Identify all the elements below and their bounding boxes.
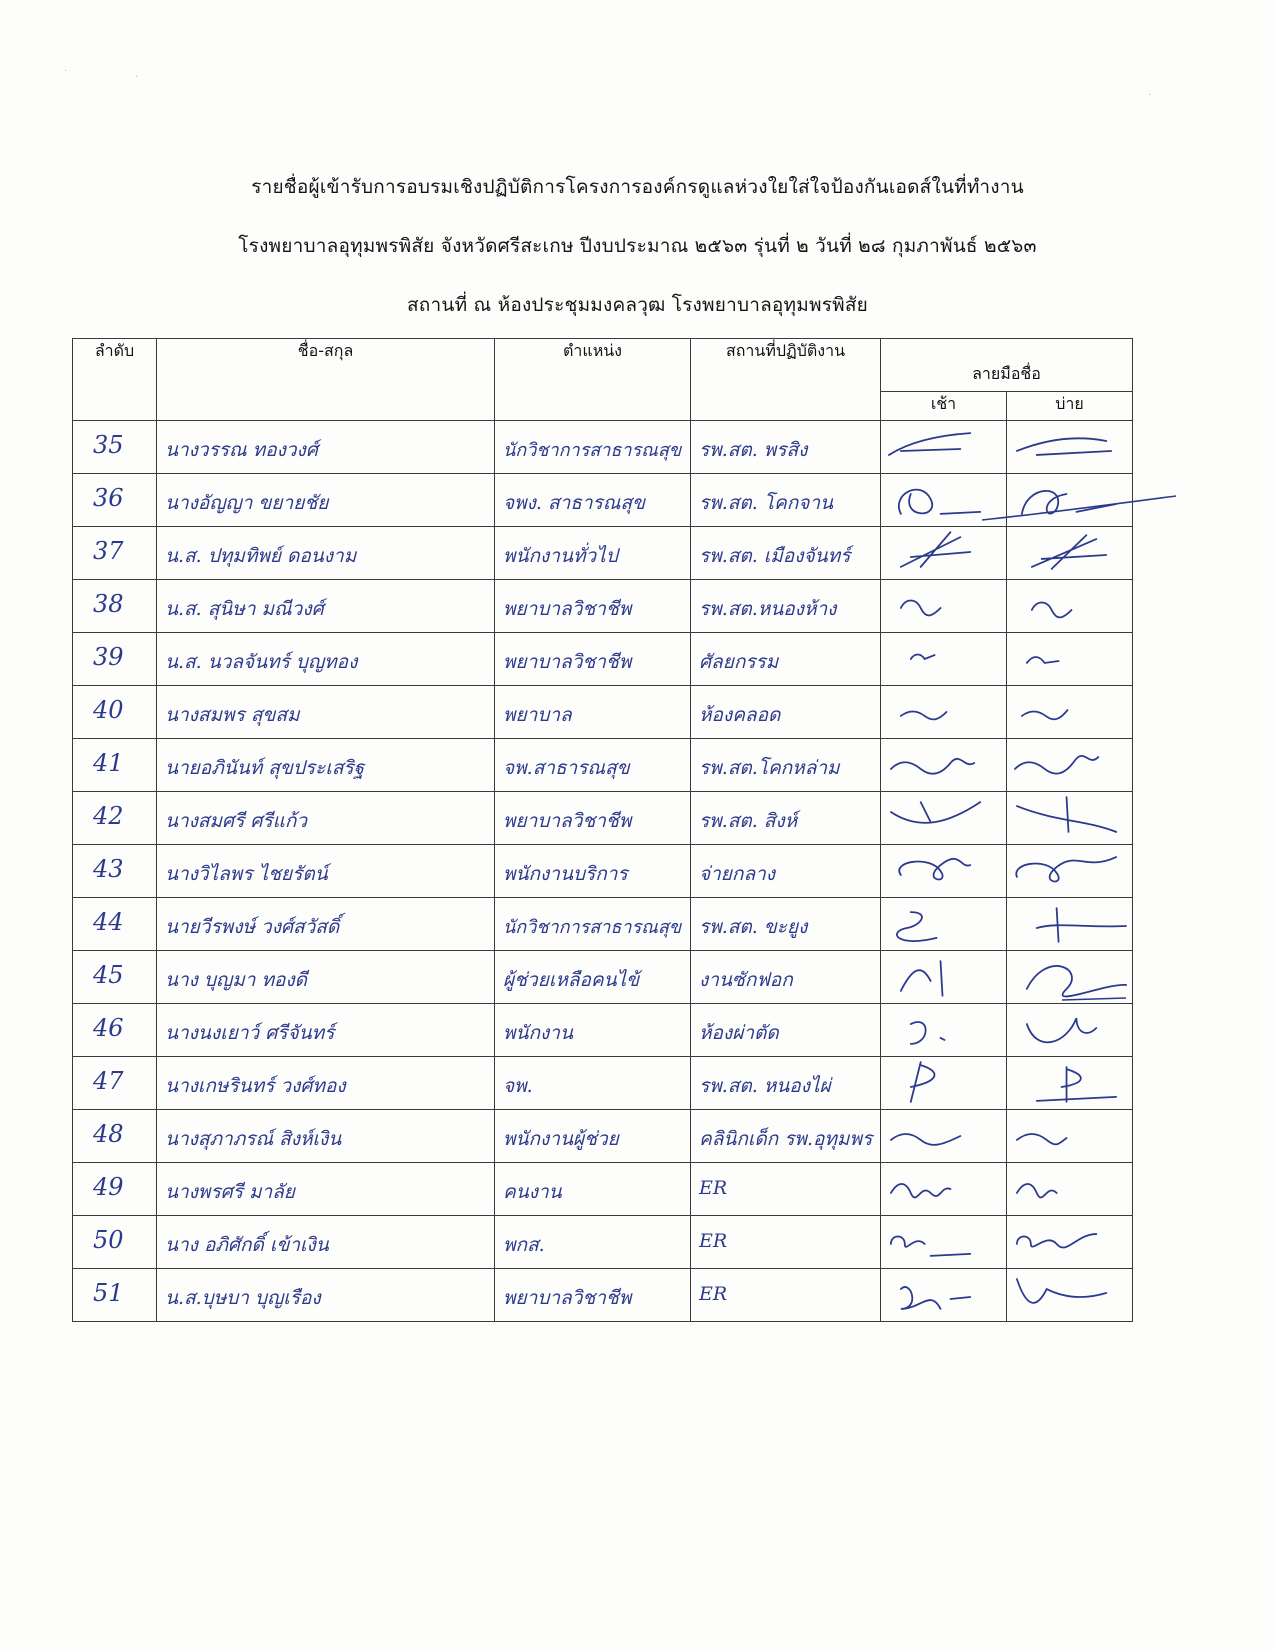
signature-morning-cell xyxy=(881,845,1007,898)
row-number: 50 xyxy=(93,1226,124,1254)
participant-name-cell xyxy=(157,421,495,474)
participant-name-cell xyxy=(157,633,495,686)
signature-afternoon-cell xyxy=(1007,1110,1133,1163)
signature-afternoon xyxy=(1007,474,1132,526)
signature-afternoon xyxy=(1007,1004,1132,1056)
table-row xyxy=(73,580,1133,633)
participant-position: พนักงานบริการ xyxy=(503,863,628,885)
participant-workplace: ER xyxy=(699,1283,728,1305)
participant-position: นักวิชาการสาธารณสุข xyxy=(503,917,682,938)
signature-afternoon-cell xyxy=(1007,792,1133,845)
signature-morning-cell xyxy=(881,1163,1007,1216)
table-row xyxy=(73,633,1133,686)
participant-name: นางเกษรินทร์ วงศ์ทอง xyxy=(165,1075,346,1097)
participant-name-cell xyxy=(157,686,495,739)
participant-name: นางสมพร สุขสม xyxy=(165,704,300,726)
signature-afternoon-cell xyxy=(1007,633,1133,686)
header-afternoon: บ่าย xyxy=(1007,392,1133,421)
participant-workplace: ER xyxy=(699,1177,728,1199)
row-number-cell xyxy=(73,527,157,580)
participant-name-cell xyxy=(157,580,495,633)
signature-afternoon xyxy=(1007,1216,1132,1268)
row-number-cell xyxy=(73,1057,157,1110)
signature-morning-cell xyxy=(881,527,1007,580)
participant-position: พยาบาล xyxy=(503,704,572,726)
participant-workplace: ศัลยกรรม xyxy=(699,651,779,673)
row-number: 49 xyxy=(93,1173,124,1201)
participant-workplace: รพ.สต. สิงห์ xyxy=(699,810,798,832)
signature-afternoon-cell xyxy=(1007,1057,1133,1110)
signature-morning-cell xyxy=(881,421,1007,474)
header-workplace: สถานที่ปฏิบัติงาน xyxy=(691,339,881,421)
signature-afternoon-cell xyxy=(1007,1269,1133,1322)
signature-morning xyxy=(881,474,1006,526)
participant-name-cell xyxy=(157,898,495,951)
signature-morning-cell xyxy=(881,951,1007,1004)
document-title: รายชื่อผู้เข้ารับการอบรมเชิงปฏิบัติการโครงการองค์กรดูแลห่วงใยใส่ใจป้องกันเอดส์ในที่ทำงาน xyxy=(251,176,1024,198)
participant-name-cell xyxy=(157,474,495,527)
signature-morning-cell xyxy=(881,898,1007,951)
signature-morning xyxy=(881,845,1006,897)
participant-name-cell xyxy=(157,1216,495,1269)
signature-afternoon xyxy=(1007,527,1132,579)
row-number: 39 xyxy=(93,643,124,671)
participant-name: นายวีรพงษ์ วงศ์สวัสดิ์ xyxy=(165,916,340,938)
row-number: 42 xyxy=(93,802,124,830)
row-number: 35 xyxy=(93,431,124,459)
table-row xyxy=(73,1216,1133,1269)
participant-workplace: รพ.สต. หนองไผ่ xyxy=(699,1075,831,1097)
header-position: ตำแหน่ง xyxy=(495,339,691,421)
participant-name: นางวิไลพร ไชยรัตน์ xyxy=(165,863,328,885)
participant-position: พยาบาลวิชาชีพ xyxy=(503,651,632,673)
participant-name-cell xyxy=(157,845,495,898)
participant-workplace-cell xyxy=(691,474,881,527)
participant-name: น.ส. นวลจันทร์ บุญทอง xyxy=(165,651,358,673)
participant-position: พยาบาลวิชาชีพ xyxy=(503,810,632,832)
signature-afternoon xyxy=(1007,792,1132,844)
participant-name-cell xyxy=(157,1110,495,1163)
row-number-cell xyxy=(73,898,157,951)
signature-morning xyxy=(881,898,1006,950)
participant-name: นางวรรณ ทองวงศ์ xyxy=(165,439,318,461)
signature-morning-cell xyxy=(881,1216,1007,1269)
table-row xyxy=(73,1110,1133,1163)
signature-afternoon-cell xyxy=(1007,686,1133,739)
participant-workplace: งานซักฟอก xyxy=(699,969,793,991)
participant-position: ผู้ช่วยเหลือคนไข้ xyxy=(503,969,640,991)
row-number: 44 xyxy=(93,908,124,936)
row-number: 48 xyxy=(93,1120,124,1148)
participant-position-cell xyxy=(495,474,691,527)
signature-afternoon xyxy=(1007,1269,1132,1321)
scan-speck: · xyxy=(135,72,139,83)
signature-morning xyxy=(881,1110,1006,1162)
participant-workplace-cell xyxy=(691,1057,881,1110)
participant-name: น.ส. สุนิษา มณีวงศ์ xyxy=(165,598,324,620)
signature-morning-cell xyxy=(881,633,1007,686)
participant-name-cell xyxy=(157,1057,495,1110)
participant-name-cell xyxy=(157,1004,495,1057)
row-number-cell xyxy=(73,1216,157,1269)
row-number-cell xyxy=(73,1004,157,1057)
participant-workplace-cell xyxy=(691,580,881,633)
participant-workplace: จ่ายกลาง xyxy=(699,863,776,885)
signature-morning xyxy=(881,951,1006,1003)
row-number-cell xyxy=(73,951,157,1004)
participant-position-cell xyxy=(495,898,691,951)
participant-position: คนงาน xyxy=(503,1181,562,1203)
document-venue: สถานที่ ณ ห้องประชุมมงคลวุฒ โรงพยาบาลอุทุมพรพิสัย xyxy=(407,294,868,316)
table-body xyxy=(73,421,1133,1322)
row-number-cell xyxy=(73,580,157,633)
row-number-cell xyxy=(73,474,157,527)
signature-afternoon xyxy=(1007,686,1132,738)
row-number: 45 xyxy=(93,961,124,989)
participant-workplace: รพ.สต. พรสิง xyxy=(699,439,808,461)
signature-morning xyxy=(881,792,1006,844)
participant-name: นาง อภิศักดิ์ เข้าเงิน xyxy=(165,1234,329,1256)
participant-name-cell xyxy=(157,1163,495,1216)
document-subtitle: โรงพยาบาลอุทุมพรพิสัย จังหวัดศรีสะเกษ ปีงบประมาณ ๒๕๖๓ รุ่นที่ ๒ วันที่ ๒๘ กุมภาพันธ์ ๒๕๖๓ xyxy=(238,235,1037,257)
participant-name-cell xyxy=(157,527,495,580)
signature-afternoon-cell xyxy=(1007,898,1133,951)
participant-name: นางสุภาภรณ์ สิงห์เงิน xyxy=(165,1128,342,1150)
participant-position-cell xyxy=(495,792,691,845)
row-number: 41 xyxy=(93,749,124,777)
signature-morning xyxy=(881,633,1006,685)
participant-position-cell xyxy=(495,1110,691,1163)
participant-workplace: ห้องคลอด xyxy=(699,704,781,726)
row-number: 38 xyxy=(93,590,124,618)
signature-afternoon xyxy=(1007,739,1132,791)
signature-morning-cell xyxy=(881,792,1007,845)
row-number: 37 xyxy=(93,537,124,565)
row-number: 43 xyxy=(93,855,124,883)
row-number: 46 xyxy=(93,1014,124,1042)
participant-position: พนักงานทั่วไป xyxy=(503,545,618,567)
signature-morning xyxy=(881,580,1006,632)
participant-position-cell xyxy=(495,1163,691,1216)
participant-workplace: รพ.สต.หนองห้าง xyxy=(699,598,837,620)
participant-position-cell xyxy=(495,686,691,739)
signature-morning xyxy=(881,739,1006,791)
participant-name: นางสมศรี ศรีแก้ว xyxy=(165,810,308,832)
participant-position: จพง. สาธารณสุข xyxy=(503,492,645,514)
signature-morning xyxy=(881,1269,1006,1321)
participant-workplace-cell xyxy=(691,1004,881,1057)
participant-workplace-cell xyxy=(691,898,881,951)
participant-name: นางนงเยาว์ ศรีจันทร์ xyxy=(165,1022,335,1044)
participant-position-cell xyxy=(495,633,691,686)
participant-name-cell xyxy=(157,951,495,1004)
participant-position: พนักงาน xyxy=(503,1022,573,1044)
row-number: 47 xyxy=(93,1067,124,1095)
row-number-cell xyxy=(73,792,157,845)
signature-afternoon-cell xyxy=(1007,421,1133,474)
scan-speck: · xyxy=(1148,90,1152,101)
participant-position: พยาบาลวิชาชีพ xyxy=(503,598,632,620)
signature-afternoon xyxy=(1007,580,1132,632)
participant-workplace-cell xyxy=(691,1269,881,1322)
table-row xyxy=(73,1163,1133,1216)
signature-afternoon xyxy=(1007,421,1132,473)
participant-workplace-cell xyxy=(691,633,881,686)
row-number-cell xyxy=(73,1269,157,1322)
participant-workplace: ER xyxy=(699,1230,728,1252)
table-row xyxy=(73,1057,1133,1110)
row-number-cell xyxy=(73,421,157,474)
table-row xyxy=(73,739,1133,792)
row-number-cell xyxy=(73,686,157,739)
signature-morning-cell xyxy=(881,686,1007,739)
signature-afternoon xyxy=(1007,1057,1132,1109)
signature-morning-cell xyxy=(881,1110,1007,1163)
table-row xyxy=(73,845,1133,898)
row-number-cell xyxy=(73,1110,157,1163)
signature-afternoon xyxy=(1007,633,1132,685)
signature-morning xyxy=(881,421,1006,473)
participant-name: นางอัญญา ขยายชัย xyxy=(165,492,329,514)
participant-workplace-cell xyxy=(691,1110,881,1163)
signature-afternoon xyxy=(1007,898,1132,950)
signature-afternoon-cell xyxy=(1007,739,1133,792)
participant-name: นางพรศรี มาลัย xyxy=(165,1181,295,1203)
signature-morning-cell xyxy=(881,580,1007,633)
participant-name-cell xyxy=(157,792,495,845)
participant-position: จพ. xyxy=(503,1075,533,1097)
attendance-table xyxy=(72,338,1133,1322)
signature-morning xyxy=(881,686,1006,738)
participant-workplace-cell xyxy=(691,739,881,792)
participant-position: จพ.สาธารณสุข xyxy=(503,757,630,779)
table-row xyxy=(73,1269,1133,1322)
table-row xyxy=(73,792,1133,845)
participant-workplace-cell xyxy=(691,527,881,580)
signature-morning-cell xyxy=(881,739,1007,792)
participant-name: นายอภินันท์ สุขประเสริฐ xyxy=(165,757,365,779)
row-number-cell xyxy=(73,845,157,898)
participant-workplace: คลินิกเด็ก รพ.อุทุมพร xyxy=(699,1128,873,1150)
row-number-cell xyxy=(73,739,157,792)
participant-name: น.ส.บุษบา บุญเรือง xyxy=(165,1287,321,1309)
participant-workplace-cell xyxy=(691,686,881,739)
signature-afternoon-cell xyxy=(1007,474,1133,527)
participant-name-cell xyxy=(157,739,495,792)
signature-morning xyxy=(881,1057,1006,1109)
signature-afternoon xyxy=(1007,845,1132,897)
signature-afternoon-cell xyxy=(1007,845,1133,898)
participant-position-cell xyxy=(495,1269,691,1322)
participant-workplace-cell xyxy=(691,951,881,1004)
table-row xyxy=(73,527,1133,580)
signature-afternoon-cell xyxy=(1007,580,1133,633)
signature-afternoon-cell xyxy=(1007,1216,1133,1269)
row-number-cell xyxy=(73,1163,157,1216)
participant-name: น.ส. ปทุมทิพย์ ดอนงาม xyxy=(165,545,357,567)
signature-afternoon-cell xyxy=(1007,951,1133,1004)
participant-position: นักวิชาการสาธารณสุข xyxy=(503,440,682,461)
table-row xyxy=(73,474,1133,527)
signature-afternoon xyxy=(1007,951,1132,1003)
participant-position-cell xyxy=(495,580,691,633)
signature-afternoon xyxy=(1007,1163,1132,1215)
row-number: 36 xyxy=(93,484,124,512)
participant-position-cell xyxy=(495,951,691,1004)
signature-afternoon-cell xyxy=(1007,1163,1133,1216)
participant-position-cell xyxy=(495,1057,691,1110)
participant-position-cell xyxy=(495,739,691,792)
table-row xyxy=(73,1004,1133,1057)
participant-position: พนักงานผู้ช่วย xyxy=(503,1128,619,1150)
participant-position: พยาบาลวิชาชีพ xyxy=(503,1287,632,1309)
signature-afternoon xyxy=(1007,1110,1132,1162)
participant-name-cell xyxy=(157,1269,495,1322)
row-number: 40 xyxy=(93,696,124,724)
table-row xyxy=(73,898,1133,951)
signature-morning xyxy=(881,1004,1006,1056)
signature-morning-cell xyxy=(881,1057,1007,1110)
participant-workplace-cell xyxy=(691,792,881,845)
header-name: ชื่อ-สกุล xyxy=(157,339,495,421)
participant-workplace-cell xyxy=(691,421,881,474)
signature-morning xyxy=(881,1216,1006,1268)
participant-position-cell xyxy=(495,1004,691,1057)
participant-position-cell xyxy=(495,1216,691,1269)
row-number-cell xyxy=(73,633,157,686)
participant-position: พกส. xyxy=(503,1234,545,1256)
table-row xyxy=(73,686,1133,739)
participant-workplace: รพ.สต. เมืองจันทร์ xyxy=(699,545,851,567)
signature-morning-cell xyxy=(881,1269,1007,1322)
header-signature: ลายมือชื่อ xyxy=(881,339,1133,392)
signature-afternoon-cell xyxy=(1007,527,1133,580)
participant-workplace: ห้องผ่าตัด xyxy=(699,1022,779,1044)
participant-workplace: รพ.สต. โคกจาน xyxy=(699,492,833,514)
table-row xyxy=(73,951,1133,1004)
participant-position-cell xyxy=(495,845,691,898)
signature-morning-cell xyxy=(881,1004,1007,1057)
signature-morning xyxy=(881,1163,1006,1215)
participant-workplace: รพ.สต.โคกหล่าม xyxy=(699,757,840,779)
participant-name: นาง บุญมา ทองดี xyxy=(165,969,308,991)
participant-position-cell xyxy=(495,527,691,580)
participant-position-cell xyxy=(495,421,691,474)
participant-workplace: รพ.สต. ขะยูง xyxy=(699,916,808,938)
signature-morning-cell xyxy=(881,474,1007,527)
header-no: ลำดับ xyxy=(73,339,157,421)
row-number: 51 xyxy=(93,1279,124,1307)
table-row xyxy=(73,421,1133,474)
participant-workplace-cell xyxy=(691,845,881,898)
header-morning: เช้า xyxy=(881,392,1007,421)
participant-workplace-cell xyxy=(691,1216,881,1269)
signature-morning xyxy=(881,527,1006,579)
participant-workplace-cell xyxy=(691,1163,881,1216)
scan-speck: · xyxy=(64,66,68,77)
signature-afternoon-cell xyxy=(1007,1004,1133,1057)
